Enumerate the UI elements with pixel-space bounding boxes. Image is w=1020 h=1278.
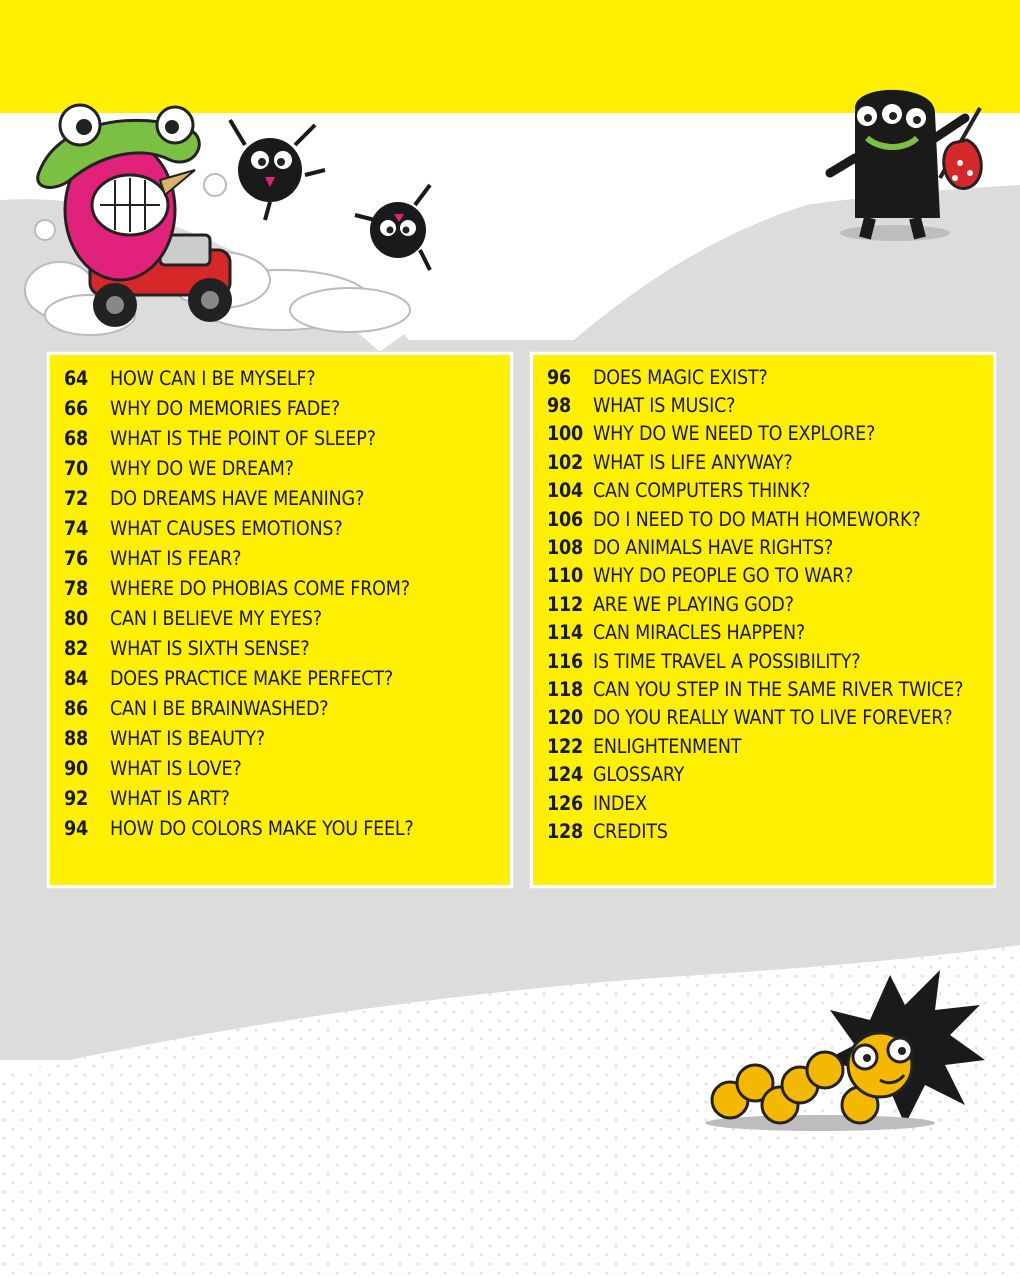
toc-chapter-title: WHY DO MEMORIES FADE?: [110, 396, 341, 420]
toc-page-number: 70: [64, 456, 89, 480]
toc-page-number: 78: [64, 576, 89, 600]
toc-chapter-title: WHERE DO PHOBIAS COME FROM?: [110, 576, 410, 600]
toc-chapter-title: WHAT CAUSES EMOTIONS?: [110, 516, 343, 540]
toc-chapter-title: DO YOU REALLY WANT TO LIVE FOREVER?: [593, 706, 953, 730]
toc-entry: [50, 723, 510, 753]
toc-page-number: 128: [547, 819, 584, 843]
hobo-monster-icon: [815, 78, 995, 248]
toc-chapter-title: DO DREAMS HAVE MEANING?: [110, 486, 365, 510]
toc-page-number: 94: [64, 816, 89, 840]
toc-entry: [50, 693, 510, 723]
toc-entry: [50, 753, 510, 783]
toc-entry: [533, 817, 993, 845]
toc-page-number: 98: [547, 394, 572, 418]
toc-chapter-title: ENLIGHTENMENT: [593, 734, 742, 758]
fuzzy-creature-small-icon: [350, 180, 440, 275]
toc-entry: [50, 483, 510, 513]
toc-chapter-title: WHY DO WE NEED TO EXPLORE?: [593, 422, 876, 446]
toc-chapter-title: WHY DO PEOPLE GO TO WAR?: [593, 564, 854, 588]
toc-chapter-title: WHAT IS MUSIC?: [593, 394, 736, 418]
toc-entry: [533, 391, 993, 419]
toc-entry: [533, 448, 993, 476]
toc-page-number: 114: [547, 621, 584, 645]
toc-page-number: 116: [547, 649, 584, 673]
toc-chapter-title: CAN COMPUTERS THINK?: [593, 479, 811, 503]
toc-chapter-title: INDEX: [593, 791, 647, 815]
toc-page-number: 124: [547, 763, 584, 787]
toc-chapter-title: HOW CAN I BE MYSELF?: [110, 366, 316, 390]
toc-entry: [533, 590, 993, 618]
toc-page-number: 90: [64, 756, 89, 780]
toc-chapter-title: WHAT IS LIFE ANYWAY?: [593, 450, 793, 474]
toc-page-number: 112: [547, 592, 584, 616]
toc-chapter-title: WHAT IS LOVE?: [110, 756, 242, 780]
toc-chapter-title: CREDITS: [593, 819, 668, 843]
toc-chapter-title: CAN I BE BRAINWASHED?: [110, 696, 329, 720]
toc-chapter-title: DOES MAGIC EXIST?: [593, 365, 768, 389]
toc-list-left: [50, 363, 510, 843]
toc-page-number: 100: [547, 422, 584, 446]
toc-chapter-title: DO I NEED TO DO MATH HOMEWORK?: [593, 507, 921, 531]
toc-page-number: 74: [64, 516, 89, 540]
toc-page-number: 72: [64, 486, 89, 510]
toc-entry: [533, 562, 993, 590]
toc-entry: [50, 603, 510, 633]
toc-page-number: 106: [547, 507, 584, 531]
toc-entry: [50, 363, 510, 393]
toc-chapter-title: DOES PRACTICE MAKE PERFECT?: [110, 666, 393, 690]
toc-entry: [533, 505, 993, 533]
toc-entry: [533, 704, 993, 732]
toc-chapter-title: GLOSSARY: [593, 763, 685, 787]
toc-page-number: 108: [547, 536, 584, 560]
toc-page-number: 86: [64, 696, 89, 720]
toc-page-number: 92: [64, 786, 89, 810]
toc-chapter-title: ARE WE PLAYING GOD?: [593, 592, 794, 616]
toc-page-number: 80: [64, 606, 89, 630]
toc-chapter-title: CAN MIRACLES HAPPEN?: [593, 621, 805, 645]
toc-entry: [533, 732, 993, 760]
toc-page-number: 118: [547, 677, 584, 701]
toc-chapter-title: WHAT IS SIXTH SENSE?: [110, 636, 310, 660]
toc-box-right: [530, 352, 996, 888]
toc-page-number: 120: [547, 706, 584, 730]
caterpillar-icon: [700, 965, 990, 1135]
toc-page-number: 126: [547, 791, 584, 815]
toc-entry: [50, 783, 510, 813]
toc-chapter-title: IS TIME TRAVEL A POSSIBILITY?: [593, 649, 861, 673]
toc-entry: [50, 393, 510, 423]
toc-chapter-title: WHY DO WE DREAM?: [110, 456, 294, 480]
toc-page-number: 96: [547, 365, 572, 389]
toc-page-number: 88: [64, 726, 89, 750]
toc-entry: [533, 760, 993, 788]
toc-entry: [533, 533, 993, 561]
toc-page-number: 64: [64, 366, 89, 390]
toc-entry: [50, 423, 510, 453]
toc-entry: [50, 813, 510, 843]
toc-page-number: 122: [547, 734, 584, 758]
toc-box-left: [47, 352, 513, 888]
toc-entry: [50, 573, 510, 603]
toc-entry: [533, 477, 993, 505]
toc-chapter-title: WHAT IS THE POINT OF SLEEP?: [110, 426, 376, 450]
toc-entry: [533, 675, 993, 703]
toc-chapter-title: WHAT IS ART?: [110, 786, 230, 810]
toc-chapter-title: DO ANIMALS HAVE RIGHTS?: [593, 536, 834, 560]
toc-entry: [533, 619, 993, 647]
toc-page-number: 76: [64, 546, 89, 570]
toc-page-number: 82: [64, 636, 89, 660]
toc-entry: [50, 513, 510, 543]
toc-chapter-title: WHAT IS BEAUTY?: [110, 726, 265, 750]
toc-chapter-title: CAN YOU STEP IN THE SAME RIVER TWICE?: [593, 677, 964, 701]
toc-entry: [533, 363, 993, 391]
toc-entry: [533, 420, 993, 448]
toc-entry: [50, 663, 510, 693]
toc-entry: [533, 789, 993, 817]
toc-chapter-title: CAN I BELIEVE MY EYES?: [110, 606, 322, 630]
toc-chapter-title: HOW DO COLORS MAKE YOU FEEL?: [110, 816, 414, 840]
toc-list-right: [533, 363, 993, 846]
toc-entry: [50, 543, 510, 573]
fuzzy-creature-icon: [225, 115, 330, 225]
toc-entry: [533, 647, 993, 675]
toc-entry: [50, 453, 510, 483]
toc-page-number: 84: [64, 666, 89, 690]
toc-page-number: 68: [64, 426, 89, 450]
toc-page-number: 104: [547, 479, 584, 503]
toc-page-number: 102: [547, 450, 584, 474]
toc-page-number: 66: [64, 396, 89, 420]
toc-page-number: 110: [547, 564, 584, 588]
toc-chapter-title: WHAT IS FEAR?: [110, 546, 242, 570]
toc-entry: [50, 633, 510, 663]
